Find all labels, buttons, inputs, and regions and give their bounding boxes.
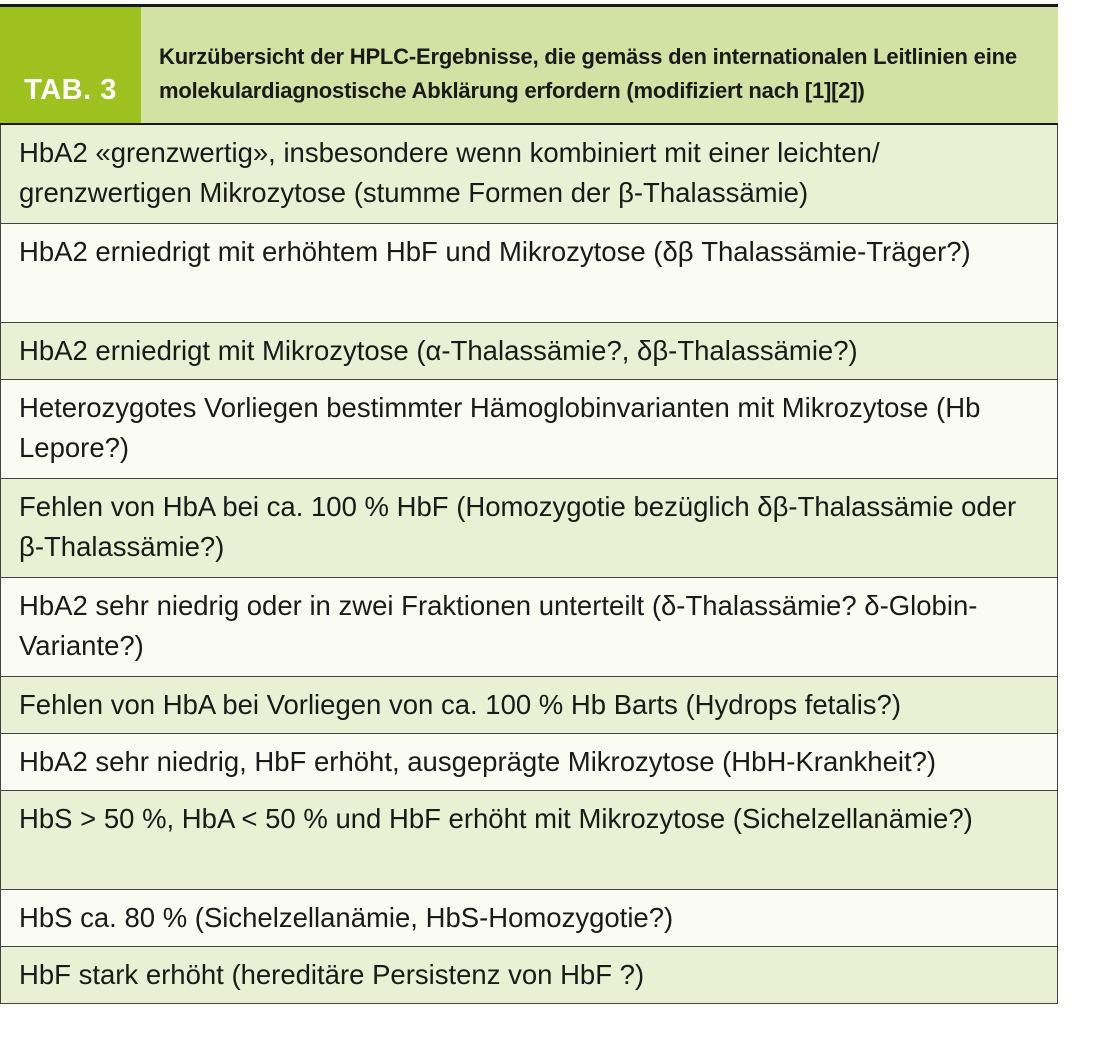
table-row: HbF stark erhöht (hereditäre Persistenz von HbF ?) [1, 947, 1057, 1004]
table-row: HbA2 sehr niedrig oder in zwei Fraktionen unterteilt (δ-Thalassämie? δ-Globin-Variante?) [1, 578, 1057, 677]
table-row: HbA2 sehr niedrig, HbF erhöht, ausgeprägte Mikrozytose (HbH-Krankheit?) [1, 734, 1057, 791]
table-row: HbA2 erniedrigt mit Mikrozytose (α-Thalassämie?, δβ-Thalassämie?) [1, 323, 1057, 380]
table-title: Kurzübersicht der HPLC-Ergebnisse, die gemäss den internationalen Leitlinien eine molekulardiagnostische Abklärung erfordern (modifiziert nach [1][2]) [141, 7, 1058, 123]
table-row: HbS ca. 80 % (Sichelzellanämie, HbS-Homozygotie?) [1, 890, 1057, 947]
table-row: HbS > 50 %, HbA < 50 % und HbF erhöht mit Mikrozytose (Sichelzellanämie?) [1, 791, 1057, 890]
table-row: HbA2 erniedrigt mit erhöhtem HbF und Mikrozytose (δβ Thalassämie-Träger?) [1, 224, 1057, 323]
table-number-label: TAB. 3 [0, 7, 141, 123]
hplc-results-table [0, 4, 1058, 1004]
table-row: Fehlen von HbA bei ca. 100 % HbF (Homozygotie bezüglich δβ-Thalassämie oder β-Thalassämie?) [1, 479, 1057, 578]
table-row: Fehlen von HbA bei Vorliegen von ca. 100 % Hb Barts (Hydrops fetalis?) [1, 677, 1057, 734]
table-header [0, 7, 1058, 125]
table-body [0, 125, 1058, 1004]
table-row: Heterozygotes Vorliegen bestimmter Hämoglobinvarianten mit Mikrozytose (Hb Lepore?) [1, 380, 1057, 479]
table-row: HbA2 «grenzwertig», insbesondere wenn kombiniert mit einer leichten/ grenzwertigen Mikrozytose (stumme Formen der β-Thalassämie) [1, 125, 1057, 224]
